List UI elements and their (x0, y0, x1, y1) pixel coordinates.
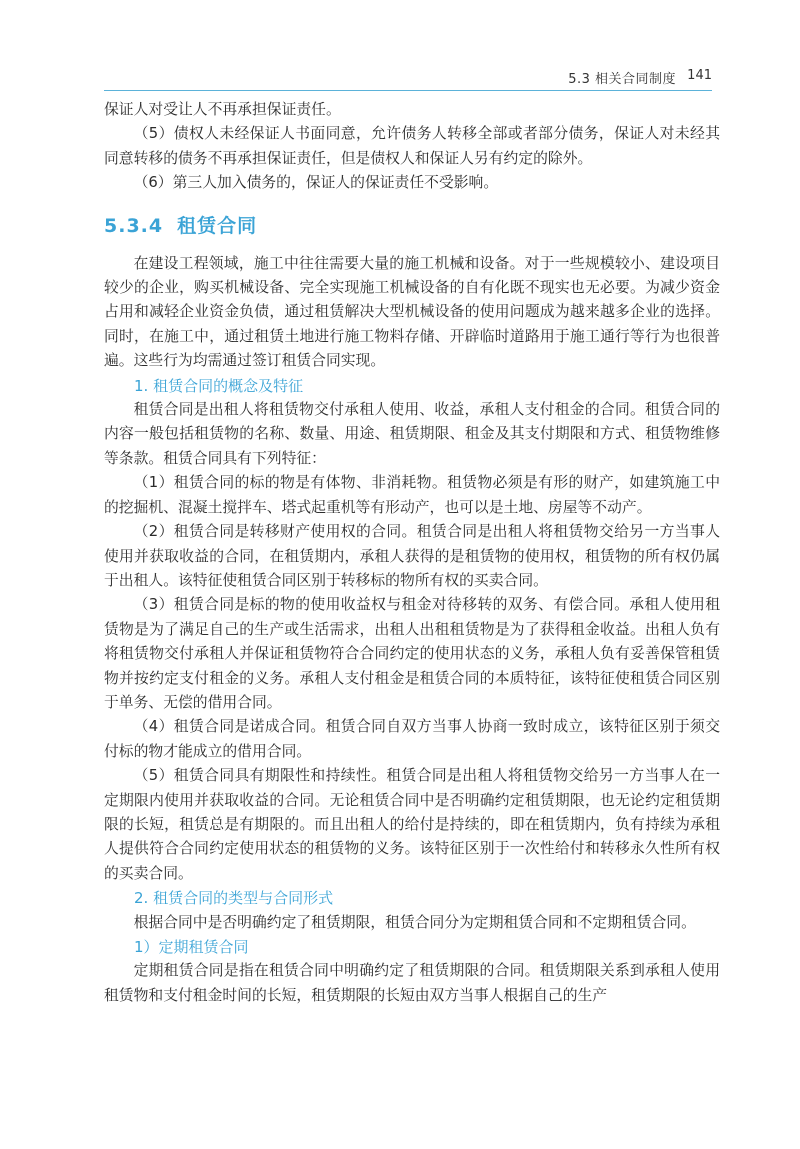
paragraph: （4）租赁合同是诺成合同。租赁合同自双方当事人协商一致时成立，该特征区别于须交付标的物才能成立的借用合同。 (104, 718, 720, 760)
paragraph: （5）租赁合同具有期限性和持续性。租赁合同是出租人将租赁物交给另一方当事人在一定期限内使用并获取收益的合同。无论租赁合同中是否明确约定租赁期限，也无论约定租赁期限的长短，租赁总是有期限的。而且出租人的给付是持续的，即在租赁期内，负有持续为承租人提供符合合同约定使用状态的租赁物的义务。该特征区别于一次性给付和转移永久性所有权的买卖合同。 (104, 767, 720, 882)
page-number: 141 (687, 68, 712, 83)
page-header (104, 68, 712, 88)
paragraph: 定期租赁合同是指在租赁合同中明确约定了租赁期限的合同。租赁期限关系到承租人使用租赁物和支付租金时间的长短，租赁期限的长短由双方当事人根据自己的生产 (104, 962, 720, 1004)
section-title: 租赁合同 (177, 214, 258, 237)
paragraph: （5）债权人未经保证人书面同意，允许债务人转移全部或者部分债务，保证人对未经其同意转移的债务不再承担保证责任，但是债权人和保证人另有约定的除外。 (104, 125, 720, 167)
paragraph: （3）租赁合同是标的物的使用收益权与租金对待移转的双务、有偿合同。承租人使用租赁物是为了满足自己的生产或生活需求，出租人出租租赁物是为了获得租金收益。出租人负有将租赁物交付承租人并保证租赁物符合合同约定的使用状态的义务，承租人负有妥善保管租赁物并按约定支付租金的义务。承租人支付租金是租赁合同的本质特征，该特征使租赁合同区别于单务、无偿的借用合同。 (104, 596, 720, 711)
paragraph: （2）租赁合同是转移财产使用权的合同。租赁合同是出租人将租赁物交给另一方当事人使用并获取收益的合同，在租赁期内，承租人获得的是租赁物的使用权，租赁物的所有权仍属于出租人。该特征使租赁合同区别于转移标的物所有权的买卖合同。 (104, 523, 720, 589)
paragraph: （1）租赁合同的标的物是有体物、非消耗物。租赁物必须是有形的财产，如建筑施工中的挖掘机、混凝土搅拌车、塔式起重机等有形动产，也可以是土地、房屋等不动产。 (104, 474, 720, 516)
paragraph: 保证人对受让人不再承担保证责任。 (104, 101, 341, 118)
section-heading (104, 212, 720, 240)
paragraph: 租赁合同是出租人将租赁物交付承租人使用、收益，承租人支付租金的合同。租赁合同的内容一般包括租赁物的名称、数量、用途、租赁期限、租金及其支付期限和方式、租赁物维修等条款。租赁合同具有下列特征： (104, 401, 720, 467)
subsection-heading: 1）定期租赁合同 (134, 938, 249, 956)
header-divider (104, 90, 712, 91)
subsection-heading: 2. 租赁合同的类型与合同形式 (134, 889, 334, 908)
paragraph: （6）第三人加入债务的，保证人的保证责任不受影响。 (133, 174, 499, 192)
page-body (104, 98, 720, 1008)
running-title: 5.3 相关合同制度 (568, 72, 676, 87)
section-number: 5.3.4 (104, 214, 164, 237)
paragraph: 根据合同中是否明确约定了租赁期限，租赁合同分为定期租赁合同和不定期租赁合同。 (133, 913, 696, 931)
paragraph: 在建设工程领域，施工中往往需要大量的施工机械和设备。对于一些规模较小、建设项目较少的企业，购买机械设备、完全实现施工机械设备的自有化既不现实也无必要。为减少资金占用和减轻企业资金负债，通过租赁解决大型机械设备的使用问题成为越来越多企业的选择。同时，在施工中，通过租赁土地进行施工物料存储、开辟临时道路用于施工通行等行为也很普遍。这些行为均需通过签订租赁合同实现。 (104, 254, 720, 370)
subsection-heading: 1. 租赁合同的概念及特征 (134, 376, 304, 395)
